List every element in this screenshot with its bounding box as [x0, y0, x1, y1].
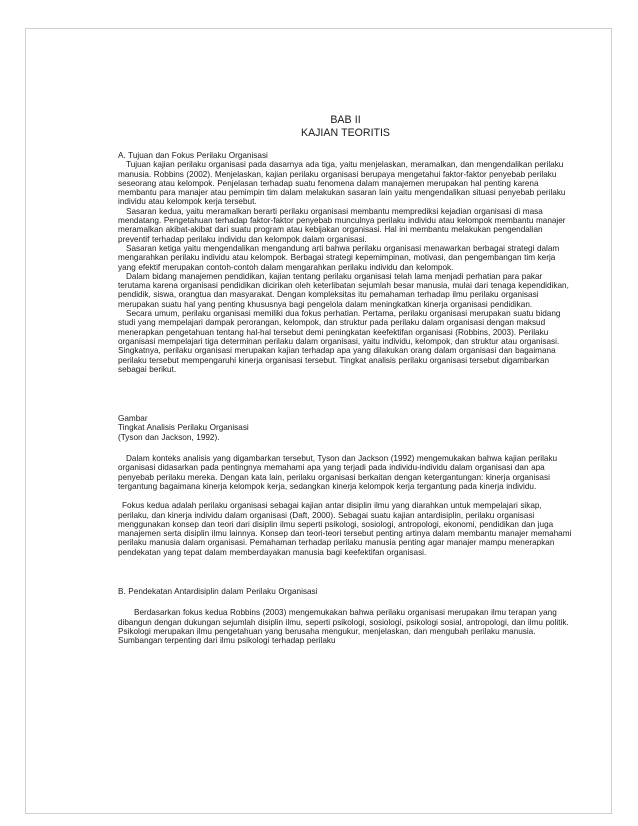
paragraph: Dalam konteks analisis yang digambarkan tersebut, Tyson dan Jackson (1992) mengemukakan bahwa kajian perilaku organisasi didasarkan pada pentingnya memahami apa yang terjadi pada individu-individu dalam organisasi dan apa penyebab perilaku mereka. Dengan kata lain, perilaku organisasi berkaitan dengan ketergantungan: kinerja organisasi tergantung bagaimana kinerja kelompok kerja, sedangkan kinerja kelompok kerja tergantung pada kinerja individu. [118, 454, 558, 491]
paragraph: Fokus kedua adalah perilaku organisasi sebagai kajian antar disiplin ilmu yang diarahkan untuk mempelajari sikap, perilaku, dan kinerja individu dalam organisasi (Daft, 2000). Sebagai suatu kajian antardisiplin, perilaku organisasi menggunakan konsep dan teori dari disiplin ilmu seperti psikologi, sosiologi, antropologi, ekonomi, pendidikan dan juga manajemen serta disiplin ilmu lainnya. Konsep dan teori-teori tersebut penting artinya dalam membantu manajer memahami perilaku manusia dalam organisasi. Pemahaman terhadap perilaku manusia penting agar manajer mampu menerapkan pendekatan yang tepat dalam memberdayakan manusia bagi keefektifan organisasi. [118, 501, 572, 557]
paragraph: Secara umum, perilaku organisasi memiliki dua fokus perhatian. Pertama, perilaku organisasi merupakan suatu bidang studi yang mempelajari dampak perorangan, kelompok, dan struktur pada perilaku dalam organisasi dengan maksud menerapkan pengetahuan tentang hal-hal tersebut demi peningkatan keefektifan organisasi (Robbins, 2003). Perilaku organisasi mempelajari tiga determinan perilaku dalam organisasi, yaitu individu, kelompok, dan struktur atau organisasi. Singkatnya, perilaku organisasi merupakan kajian terhadap apa yang dilakukan orang dalam organisasi dan bagaimana perilaku tersebut mempengaruhi kinerja organisasi tersebut. Tingkat analisis perilaku organisasi tersebut digambarkan sebagai berikut. [118, 309, 561, 374]
paragraph: Sasaran kedua, yaitu meramalkan berarti perilaku organisasi membantu memprediksi kejadian organisasi di masa mendatang. Pengetahuan terhadap faktor-faktor penyebab munculnya perilaku individu atau kelompok membantu manajer meramalkan akibat-akibat dari suatu program atau kebijakan organisasi. Hal ini membantu melakukan pengendalian preventif terhadap perilaku individu dan kelompok dalam organisasi. [118, 206, 566, 244]
figure-placeholder [118, 374, 573, 414]
figure-label: Gambar [118, 414, 148, 424]
section-b-heading: B. Pendekatan Antardisiplin dalam Perilaku Organisasi [118, 586, 318, 596]
document-page [25, 28, 612, 814]
paragraph: Berdasarkan fokus kedua Robbins (2003) mengemukakan bahwa perilaku organisasi merupakan ilmu terapan yang dibangun dengan dukungan sejumlah disiplin ilmu, seperti psikologi, sosiologi, psikologi sosial, antropologi, dan ilmu politik. Psikologi merupakan ilmu pengetahuan yang berusaha mengukur, menjelaskan, dan mengubah perilaku manusia. Sumbangan terpenting dari ilmu psikologi terhadap perilaku [118, 608, 569, 646]
paragraph: Dalam bidang manajemen pendidikan, kajian tentang perilaku organisasi telah lama menjadi perhatian para pakar terutama karena organisasi pendidikan dicirikan oleh keterlibatan sejumlah besar manusia, mulai dari tenaga kependidikan, pendidik, siswa, orangtua dan masyarakat. Dengan kompleksitas itu pemahaman terhadap ilmu perilaku organisasi merupakan suatu hal yang penting khususnya bagi pengelola dalam meningkatkan kinerja organisasi pendidikan. [118, 271, 569, 309]
chapter-number: BAB II [330, 114, 361, 126]
chapter-heading [118, 114, 573, 139]
figure-caption: Tingkat Analisis Perilaku Organisasi [118, 423, 249, 433]
document-body [118, 114, 573, 645]
spacer [118, 557, 573, 587]
figure-source: (Tyson dan Jackson, 1992). [118, 432, 220, 442]
paragraph: Sasaran ketiga yaitu mengendalikan mengandung arti bahwa perilaku organisasi menawarkan berbagai strategi dalam mengarahkan perilaku individu atau kelompok. Berbagai strategi kepemimpinan, motivasi, dan pengembangan tim kerja yang efektif merupakan contoh-contoh dalam mengarahkan perilaku individu dan kelompok. [118, 243, 560, 272]
chapter-title: KAJIAN TEORITIS [301, 126, 390, 139]
spacer [118, 442, 573, 454]
spacer [118, 596, 573, 608]
paragraph: Tujuan kajian perilaku organisasi pada dasarnya ada tiga, yaitu menjelaskan, meramalkan, dan mengendalikan perilaku manusia. Robbins (2002). Menjelaskan, kajian perilaku organisasi berupaya mengetahui faktor-faktor penyebab perilaku seseorang atau kelompok. Penjelasan terhadap suatu fenomena dalam manajemen merupakan hal penting karena membantu para manajer atau pemimpin tim dalam melakukan sasaran lain yaitu mengendalikan situasi penyebab perilaku individu atau kelompok kerja tersebut. [118, 160, 566, 207]
section-a-heading: A. Tujuan dan Fokus Perilaku Organisasi [118, 151, 268, 160]
spacer [118, 491, 573, 501]
